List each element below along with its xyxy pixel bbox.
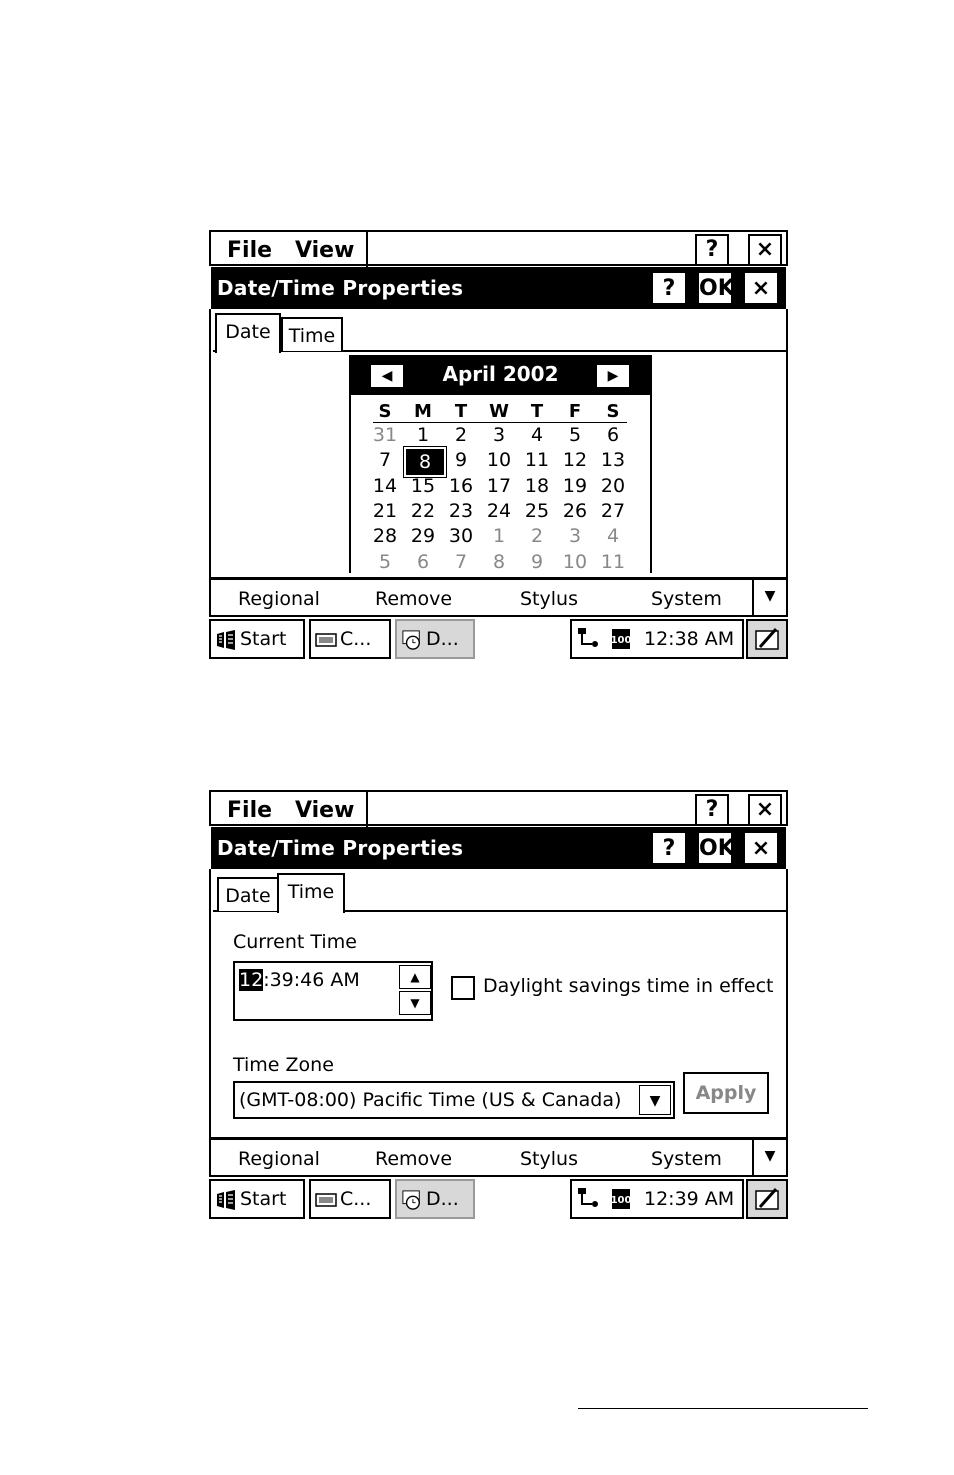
calendar-day-adjacent[interactable]: 7	[454, 550, 468, 573]
tab-time-label: Time	[288, 325, 336, 347]
tab-time[interactable]	[281, 317, 343, 351]
menubar-help-button[interactable]: ?	[695, 234, 729, 264]
battery-icon[interactable]	[608, 1187, 634, 1211]
task-button-c[interactable]	[309, 1179, 391, 1219]
calendar-day-adjacent[interactable]: 4	[606, 525, 620, 548]
tab-date-label: Date	[225, 321, 271, 343]
calendar-day-adjacent[interactable]: 11	[600, 550, 626, 573]
dialog-title: Date/Time Properties	[217, 276, 464, 300]
tab-date[interactable]	[217, 877, 279, 911]
cmd-regional[interactable]: Regional	[238, 1148, 320, 1170]
calendar-day-adjacent[interactable]: 5	[378, 550, 392, 573]
calendar-day[interactable]: 11	[524, 449, 550, 472]
network-connection-icon[interactable]	[576, 627, 602, 651]
calendar-day-adjacent[interactable]: 9	[530, 550, 544, 573]
menu-file[interactable]: File	[227, 798, 273, 823]
stylus-keyboard-icon	[748, 621, 786, 657]
system-tray	[570, 619, 744, 659]
task-button-d[interactable]	[395, 1179, 475, 1219]
task-d-label: D...	[426, 628, 459, 650]
menu-view[interactable]: View	[295, 798, 355, 823]
calendar-day-adjacent[interactable]: 3	[568, 525, 582, 548]
start-label: Start	[240, 1188, 287, 1210]
menubar-close-button[interactable]: ×	[748, 234, 782, 264]
cmd-stylus[interactable]: Stylus	[520, 1148, 578, 1170]
calendar-day[interactable]: 9	[454, 449, 468, 472]
dialog-body	[209, 309, 788, 577]
cmd-remove[interactable]: Remove	[375, 1148, 453, 1170]
weekday-header: S	[606, 401, 620, 422]
weekday-header: T	[530, 401, 544, 422]
start-label: Start	[240, 628, 287, 650]
calendar-day[interactable]: 24	[486, 499, 512, 522]
dialog-help-button[interactable]: ?	[652, 832, 686, 864]
time-zone-select[interactable]	[233, 1081, 675, 1119]
calendar-day[interactable]: 22	[410, 499, 436, 522]
time-hour-segment[interactable]: 12	[239, 969, 264, 991]
calendar-day[interactable]: 10	[486, 449, 512, 472]
windows-logo-icon	[215, 630, 237, 650]
input-panel-button[interactable]	[746, 1179, 788, 1219]
screenshot-time-tab	[209, 790, 788, 1222]
next-month-button[interactable]: ▶	[597, 365, 629, 387]
month-calendar	[349, 355, 652, 573]
calendar-day-adjacent[interactable]: 6	[416, 550, 430, 573]
calendar-day[interactable]: 12	[562, 449, 588, 472]
start-button[interactable]	[209, 1179, 305, 1219]
calendar-day[interactable]: 1	[416, 424, 430, 446]
calendar-day[interactable]: 20	[600, 474, 626, 497]
dialog-titlebar	[211, 267, 786, 309]
battery-icon[interactable]	[608, 627, 634, 651]
task-c-label: C...	[340, 628, 372, 650]
time-down-button[interactable]: ▼	[399, 991, 431, 1015]
weekday-header: F	[568, 401, 582, 422]
input-panel-button[interactable]	[746, 619, 788, 659]
calendar-day[interactable]: 17	[486, 474, 512, 497]
task-d-label: D...	[426, 1188, 459, 1210]
tab-time[interactable]	[277, 873, 345, 913]
calendar-day[interactable]: 8	[406, 449, 444, 475]
stylus-keyboard-icon	[748, 1181, 786, 1217]
page-footer-rule	[578, 1408, 868, 1409]
cmd-more-dropdown[interactable]: ▼	[752, 1140, 786, 1175]
weekday-header: M	[414, 401, 432, 422]
calendar-header	[351, 355, 650, 395]
command-bar	[209, 1137, 788, 1177]
weekday-header: W	[489, 401, 509, 422]
dialog-close-button[interactable]: ×	[744, 832, 778, 864]
menu-separator	[366, 232, 368, 268]
weekday-underline	[373, 422, 627, 423]
control-panel-icon	[315, 630, 337, 650]
tab-time-label: Time	[287, 881, 335, 903]
time-zone-label: Time Zone	[233, 1054, 334, 1076]
calendar-day[interactable]: 19	[562, 474, 588, 497]
time-zone-dropdown-button[interactable]: ▼	[639, 1085, 671, 1115]
start-button[interactable]	[209, 619, 305, 659]
menu-view[interactable]: View	[295, 238, 355, 263]
task-c-label: C...	[340, 1188, 372, 1210]
dialog-help-button[interactable]: ?	[652, 272, 686, 304]
calendar-day[interactable]: 16	[448, 474, 474, 497]
calendar-day[interactable]: 6	[606, 424, 620, 446]
dialog-titlebar	[211, 827, 786, 869]
calendar-day[interactable]: 4	[530, 424, 544, 446]
calendar-day[interactable]: 5	[568, 424, 582, 446]
time-rest-segment[interactable]: :39:46 AM	[263, 969, 360, 991]
tab-date-label: Date	[225, 885, 271, 907]
system-tray	[570, 1179, 744, 1219]
command-bar	[209, 577, 788, 617]
svg-text:100: 100	[610, 635, 632, 646]
cmd-system[interactable]: System	[651, 588, 722, 610]
tray-clock[interactable]: 12:39 AM	[644, 1188, 735, 1210]
calendar-day[interactable]: 13	[600, 449, 626, 472]
screenshot-date-tab	[209, 230, 788, 662]
cmd-more-dropdown[interactable]: ▼	[752, 580, 786, 615]
menu-file[interactable]: File	[227, 238, 273, 263]
dialog-ok-button[interactable]: OK	[698, 832, 732, 864]
calendar-day[interactable]: 15	[410, 474, 436, 497]
dialog-close-button[interactable]: ×	[744, 272, 778, 304]
calendar-day[interactable]: 27	[600, 499, 626, 522]
menubar-help-button[interactable]: ?	[695, 794, 729, 824]
control-panel-icon	[315, 1190, 337, 1210]
daylight-savings-checkbox[interactable]	[451, 976, 475, 1000]
menubar	[209, 230, 788, 266]
cmd-regional[interactable]: Regional	[238, 588, 320, 610]
taskbar	[209, 1178, 788, 1222]
calendar-day[interactable]: 2	[454, 424, 468, 446]
calendar-day-adjacent[interactable]: 31	[372, 424, 398, 446]
tab-date[interactable]	[215, 313, 281, 353]
calendar-day-adjacent[interactable]: 8	[492, 550, 506, 573]
calendar-day-adjacent[interactable]: 2	[530, 525, 544, 548]
calendar-day[interactable]: 26	[562, 499, 588, 522]
cmd-system[interactable]: System	[651, 1148, 722, 1170]
task-button-d[interactable]	[395, 619, 475, 659]
calendar-day[interactable]: 18	[524, 474, 550, 497]
apply-button[interactable]: Apply	[683, 1072, 769, 1114]
calendar-day[interactable]: 3	[492, 424, 506, 446]
tray-clock[interactable]: 12:38 AM	[644, 628, 735, 650]
calendar-day[interactable]: 14	[372, 474, 398, 497]
calendar-day[interactable]: 7	[378, 449, 392, 472]
dialog-title: Date/Time Properties	[217, 836, 464, 860]
calendar-day-adjacent[interactable]: 10	[562, 550, 588, 573]
prev-month-button[interactable]: ◀	[371, 365, 403, 387]
calendar-day[interactable]: 28	[372, 525, 398, 548]
calendar-day[interactable]: 29	[410, 525, 436, 548]
windows-logo-icon	[215, 1190, 237, 1210]
time-zone-value: (GMT-08:00) Pacific Time (US & Canada)	[239, 1089, 622, 1111]
weekday-header: T	[454, 401, 468, 422]
cmd-remove[interactable]: Remove	[375, 588, 453, 610]
date-time-icon	[401, 630, 423, 650]
calendar-day-adjacent[interactable]: 1	[492, 525, 506, 548]
menu-separator	[366, 792, 368, 828]
dialog-ok-button[interactable]: OK	[698, 272, 732, 304]
current-time-field[interactable]	[233, 961, 433, 1021]
calendar-day[interactable]: 21	[372, 499, 398, 522]
network-connection-icon[interactable]	[576, 1187, 602, 1211]
daylight-savings-label[interactable]: Daylight savings time in effect	[483, 975, 774, 997]
taskbar	[209, 618, 788, 662]
current-time-label: Current Time	[233, 931, 357, 953]
menubar	[209, 790, 788, 826]
menubar-close-button[interactable]: ×	[748, 794, 782, 824]
time-value[interactable]	[239, 969, 360, 991]
date-time-icon	[401, 1190, 423, 1210]
calendar-month-year[interactable]: April 2002	[442, 362, 559, 386]
task-button-c[interactable]	[309, 619, 391, 659]
calendar-day[interactable]: 30	[448, 525, 474, 548]
time-up-button[interactable]: ▲	[399, 965, 431, 989]
weekday-header: S	[378, 401, 392, 422]
calendar-day[interactable]: 25	[524, 499, 550, 522]
svg-text:100: 100	[610, 1195, 632, 1206]
cmd-stylus[interactable]: Stylus	[520, 588, 578, 610]
calendar-day[interactable]: 23	[448, 499, 474, 522]
dialog-body	[209, 869, 788, 1137]
